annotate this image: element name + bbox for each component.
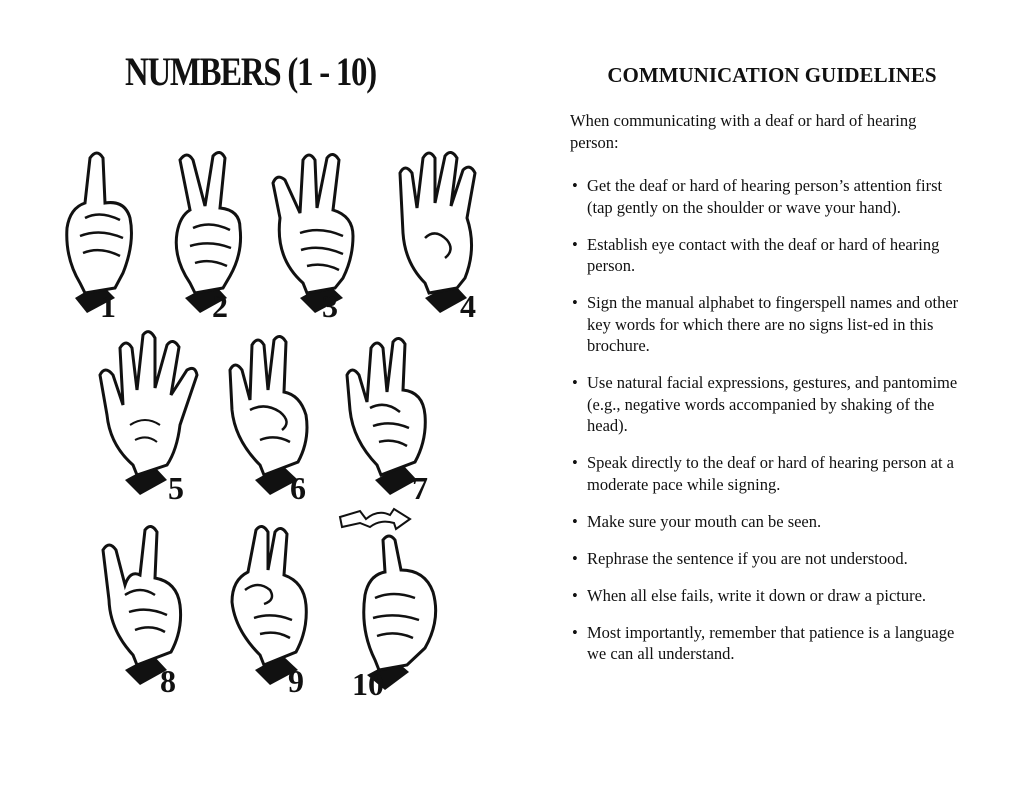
hand-sign-6: [220, 330, 340, 500]
hand-sign-7: [335, 330, 455, 500]
bullet: •: [572, 176, 578, 195]
hand-sign-8: [95, 520, 215, 690]
list-item-text: Make sure your mouth can be seen.: [587, 511, 822, 531]
list-item: [570, 234, 962, 277]
hand-5-illustration: [95, 330, 215, 500]
numbers-title: NUMBERS (1 - 10): [125, 49, 376, 94]
hand-label-9: 9: [288, 663, 304, 699]
hand-label-4: 4: [460, 288, 476, 324]
list-item: [570, 622, 962, 665]
guidelines-intro: When communicating with a deaf or hard of hearing person:: [570, 111, 917, 152]
list-item-text: Establish eye contact with the deaf or hard of hearing person.: [587, 234, 940, 275]
hand-label-3: 3: [322, 288, 338, 324]
list-item-text: Get the deaf or hard of hearing person’s attention first (tap gently on the shoulder or wave your hand).: [587, 176, 943, 217]
hand-sign-4: [385, 148, 505, 318]
hand-4-illustration: [385, 148, 505, 318]
hand-label-6: 6: [290, 470, 306, 506]
hand-8-illustration: [95, 520, 215, 690]
hand-label-2: 2: [212, 288, 228, 324]
hand-sign-9: [220, 520, 340, 690]
list-item: [570, 548, 962, 570]
bullet: •: [572, 373, 578, 392]
bullet: •: [572, 511, 578, 531]
hand-label-1: 1: [100, 288, 116, 324]
hand-label-8: 8: [160, 663, 176, 699]
list-item-text: Rephrase the sentence if you are not understood.: [587, 548, 908, 568]
list-item-text: When all else fails, write it down or draw a picture.: [587, 585, 927, 605]
hand-7-illustration: [335, 330, 455, 500]
list-item-text: Sign the manual alphabet to fingerspell names and other key words for which there are no signs list-ed in this brochure.: [587, 293, 959, 355]
list-item: [570, 292, 962, 357]
bullet: •: [572, 453, 578, 472]
bullet: •: [572, 293, 578, 312]
list-item-text: Speak directly to the deaf or hard of hearing person at a moderate pace while signing.: [587, 453, 954, 494]
list-item: [570, 585, 962, 607]
bullet: •: [572, 585, 578, 605]
hand-6-illustration: [220, 330, 340, 500]
hand-label-7: 7: [412, 470, 428, 506]
guidelines-list: [570, 175, 962, 680]
hand-label-10: 10: [352, 666, 384, 702]
guidelines-title: COMMUNICATION GUIDELINES: [607, 63, 937, 87]
hand-label-5: 5: [168, 470, 184, 506]
list-item: [570, 511, 962, 533]
bullet: •: [572, 234, 578, 254]
hand-sign-5: [95, 330, 215, 500]
list-item: [570, 372, 962, 437]
list-item: [570, 175, 962, 218]
twist-arrow-icon: [338, 505, 412, 533]
list-item-text: Use natural facial expressions, gestures, and pantomime (e.g., negative words accompanied by shaking of the head).: [587, 373, 958, 435]
guidelines-panel: [570, 0, 970, 792]
hand-9-illustration: [220, 520, 340, 690]
bullet: •: [572, 548, 578, 568]
list-item: [570, 452, 962, 495]
list-item-text: Most importantly, remember that patience is a language we can all understand.: [587, 622, 955, 663]
bullet: •: [572, 622, 578, 642]
